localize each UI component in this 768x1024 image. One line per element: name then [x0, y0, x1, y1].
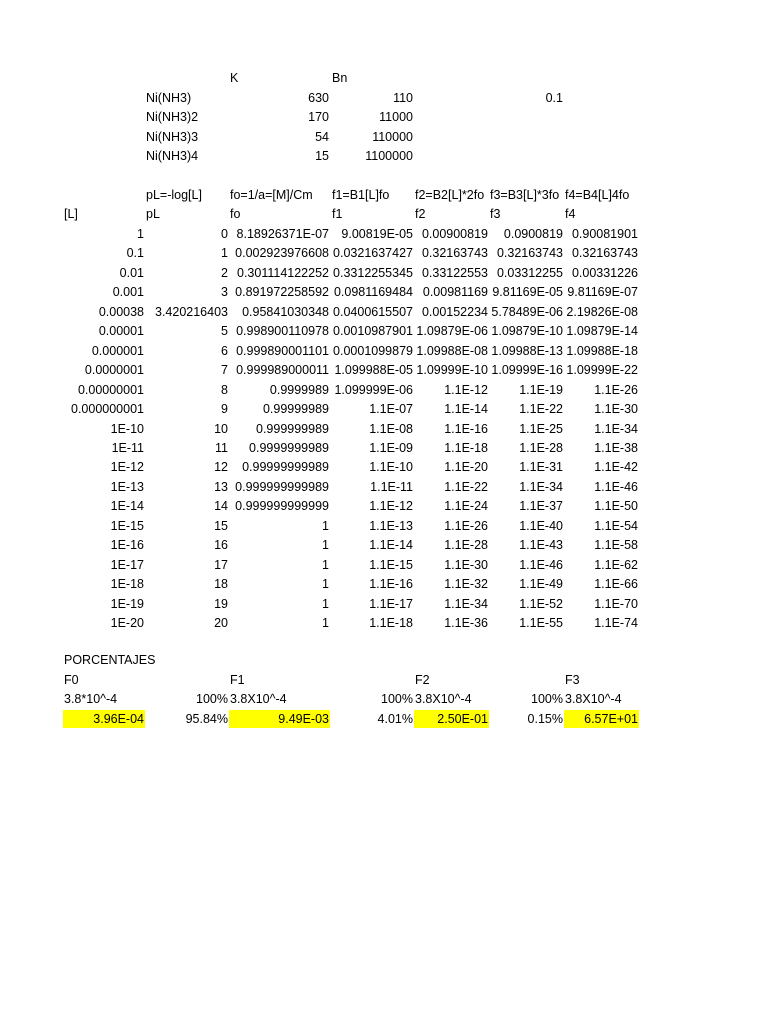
- cell-l: 1E-17: [110, 558, 144, 572]
- cell-fo: 0.99999989: [262, 402, 329, 416]
- cell-f3: 5.78489E-06: [491, 305, 563, 319]
- cell-pl: 13: [214, 480, 228, 494]
- f2-result-highlighted: 2.50E-01: [414, 710, 489, 728]
- f2-percent: 100%: [381, 692, 413, 706]
- f1-percent: 100%: [196, 692, 228, 706]
- cell-f1: 9.00819E-05: [341, 227, 413, 241]
- cell-fo: 1: [322, 597, 329, 611]
- cell-l: 0.00000001: [77, 383, 144, 397]
- cell-f4: 1.1E-42: [594, 460, 638, 474]
- cell-pl: 9: [221, 402, 228, 416]
- cell-l: 1: [137, 227, 144, 241]
- col-header-f1: f1: [332, 207, 343, 221]
- k-value: 54: [315, 130, 329, 144]
- cell-f4: 0.32163743: [571, 246, 638, 260]
- cell-f4: 1.1E-74: [594, 616, 638, 630]
- species-label: Ni(NH3): [146, 91, 192, 105]
- col-header-f4: f4: [565, 207, 576, 221]
- cell-pl: 3: [221, 285, 228, 299]
- cell-l: 1E-15: [110, 519, 144, 533]
- cell-f2: 0.00981169: [422, 285, 488, 299]
- cell-f3: 0.32163743: [496, 246, 563, 260]
- cell-pl: 7: [221, 363, 228, 377]
- header-bn: Bn: [332, 71, 348, 85]
- cell-f1: 0.3312255345: [333, 266, 413, 280]
- cell-f1: 1.1E-18: [369, 616, 413, 630]
- cell-pl: 11: [215, 441, 228, 455]
- cell-f4: 1.1E-26: [594, 383, 638, 397]
- cell-f1: 1.1E-12: [369, 499, 413, 513]
- cell-fo: 0.999999999989: [235, 480, 329, 494]
- cell-f3: 1.1E-37: [519, 499, 563, 513]
- f2-reference: 3.8X10^-4: [415, 692, 472, 706]
- cell-f2: 1.1E-12: [444, 383, 488, 397]
- cell-f1: 0.0001099879: [333, 344, 413, 358]
- cell-f1: 0.0981169484: [333, 285, 413, 299]
- f3-reference: 3.8X10^-4: [565, 692, 622, 706]
- cell-f1: 1.1E-08: [369, 422, 413, 436]
- cell-fo: 0.999989000011: [236, 363, 329, 377]
- percentages-title: PORCENTAJES: [64, 653, 156, 667]
- cell-fo: 1: [322, 577, 329, 591]
- cell-pl: 1: [221, 246, 228, 260]
- cell-f4: 1.1E-50: [594, 499, 638, 513]
- cell-f2: 1.09999E-10: [416, 363, 488, 377]
- cell-f3: 1.1E-40: [519, 519, 563, 533]
- cell-f1: 1.1E-07: [369, 402, 413, 416]
- cell-f4: 1.1E-66: [594, 577, 638, 591]
- species-label: Ni(NH3)3: [146, 130, 199, 144]
- cell-pl: 2: [221, 266, 228, 280]
- cell-l: 1E-18: [110, 577, 144, 591]
- cell-f2: 1.1E-20: [444, 460, 488, 474]
- f2-result-percent: 4.01%: [377, 712, 413, 726]
- cell-f2: 1.1E-14: [444, 402, 488, 416]
- cell-pl: 18: [214, 577, 228, 591]
- cell-f4: 2.19826E-08: [566, 305, 638, 319]
- cell-fo: 0.301114122252: [237, 266, 329, 280]
- cell-pl: 8: [221, 383, 228, 397]
- cell-f3: 1.1E-31: [519, 460, 563, 474]
- species-label: Ni(NH3)4: [146, 149, 199, 163]
- cell-fo: 0.9999989: [269, 383, 329, 397]
- cell-f3: 1.1E-19: [519, 383, 563, 397]
- cell-f2: 1.09988E-08: [416, 344, 488, 358]
- cell-f4: 1.1E-58: [594, 538, 638, 552]
- cell-f1: 1.099999E-06: [334, 383, 413, 397]
- cell-f4: 1.1E-54: [594, 519, 638, 533]
- cell-fo: 0.9999999989: [249, 441, 329, 455]
- cell-f3: 1.1E-49: [519, 577, 563, 591]
- cell-fo: 0.99999999989: [242, 460, 329, 474]
- cell-fo: 0.002923976608: [235, 246, 329, 260]
- species-label: Ni(NH3)2: [146, 110, 199, 124]
- cell-l: 1E-10: [110, 422, 144, 436]
- cell-f2: 0.00900819: [421, 227, 488, 241]
- cell-f3: 1.1E-52: [519, 597, 563, 611]
- cell-f2: 0.32163743: [421, 246, 488, 260]
- f3-result-highlighted: 6.57E+01: [564, 710, 639, 728]
- cell-f2: 1.1E-16: [444, 422, 488, 436]
- formula-fo: fo=1/a=[M]/Cm: [230, 188, 313, 202]
- cell-f3: 1.1E-28: [519, 441, 563, 455]
- cell-f2: 1.1E-24: [444, 499, 488, 513]
- cell-pl: 17: [214, 558, 228, 572]
- formula-f2: f2=B2[L]*2fo: [415, 188, 485, 202]
- header-k: K: [230, 71, 239, 85]
- cell-f4: 0.00331226: [571, 266, 638, 280]
- cell-f2: 1.1E-22: [444, 480, 488, 494]
- label-f0: F0: [64, 673, 79, 687]
- cell-l: 0.000001: [91, 344, 144, 358]
- bn-value: 110000: [372, 130, 413, 144]
- cell-f1: 1.1E-17: [369, 597, 413, 611]
- cell-f4: 1.1E-34: [594, 422, 638, 436]
- cell-f3: 1.09999E-16: [491, 363, 563, 377]
- cell-fo: 0.891972258592: [235, 285, 329, 299]
- cell-fo: 0.998900110978: [236, 324, 329, 338]
- cell-f1: 1.1E-11: [370, 480, 413, 494]
- cell-f3: 1.1E-34: [519, 480, 563, 494]
- cell-pl: 12: [214, 460, 228, 474]
- col-header-fo: fo: [230, 207, 241, 221]
- cell-f4: 0.90081901: [571, 227, 638, 241]
- col-header-f2: f2: [415, 207, 426, 221]
- cell-l: 1E-12: [110, 460, 144, 474]
- cell-pl: 6: [221, 344, 228, 358]
- cell-pl: 20: [214, 616, 228, 630]
- cell-f4: 1.09988E-18: [566, 344, 638, 358]
- cell-fo: 1: [322, 616, 329, 630]
- f0-result-highlighted: 3.96E-04: [63, 710, 145, 728]
- formula-f4: f4=B4[L]4fo: [565, 188, 630, 202]
- cell-pl: 3.420216403: [155, 305, 228, 319]
- formula-f3: f3=B3[L]*3fo: [490, 188, 560, 202]
- cell-l: 0.000000001: [71, 402, 144, 416]
- cell-f1: 0.0010987901: [333, 324, 413, 338]
- cell-f2: 0.00152234: [421, 305, 488, 319]
- cell-f4: 1.1E-70: [594, 597, 638, 611]
- cell-fo: 8.18926371E-07: [236, 227, 329, 241]
- cell-fo: 0.999999989: [256, 422, 329, 436]
- cell-f1: 1.1E-13: [369, 519, 413, 533]
- cell-f2: 0.33122553: [421, 266, 488, 280]
- cell-f1: 1.1E-15: [369, 558, 413, 572]
- cell-l: 1E-16: [110, 538, 144, 552]
- cell-f2: 1.09879E-06: [416, 324, 488, 338]
- f1-reference: 3.8X10^-4: [230, 692, 287, 706]
- cell-fo: 0.999999999999: [235, 499, 329, 513]
- formula-pl: pL=-log[L]: [146, 188, 202, 202]
- cell-f1: 0.0321637427: [333, 246, 413, 260]
- cell-f4: 9.81169E-07: [567, 285, 638, 299]
- label-f3: F3: [565, 673, 580, 687]
- label-f2: F2: [415, 673, 430, 687]
- cell-l: 1E-13: [110, 480, 144, 494]
- cell-f4: 1.1E-46: [594, 480, 638, 494]
- cell-f3: 1.1E-25: [519, 422, 563, 436]
- cell-f3: 0.03312255: [496, 266, 563, 280]
- cell-l: 0.1: [126, 246, 144, 260]
- cell-pl: 16: [214, 538, 228, 552]
- cell-l: 0.0000001: [84, 363, 144, 377]
- cell-pl: 10: [214, 422, 228, 436]
- cell-f1: 1.1E-09: [369, 441, 413, 455]
- cell-fo: 0.95841030348: [242, 305, 329, 319]
- cell-fo: 1: [322, 538, 329, 552]
- cell-pl: 15: [214, 519, 228, 533]
- cell-l: 1E-19: [110, 597, 144, 611]
- cell-f2: 1.1E-36: [444, 616, 488, 630]
- cell-f2: 1.1E-18: [444, 441, 488, 455]
- cell-pl: 14: [214, 499, 228, 513]
- cell-f4: 1.09879E-14: [566, 324, 638, 338]
- f1-result-highlighted: 9.49E-03: [229, 710, 330, 728]
- bn-value: 110: [393, 91, 413, 105]
- cell-fo: 1: [322, 519, 329, 533]
- cell-f3: 1.09988E-13: [491, 344, 563, 358]
- cell-f1: 1.099988E-05: [334, 363, 413, 377]
- extra-value: 0.1: [545, 91, 563, 105]
- cell-f1: 1.1E-16: [369, 577, 413, 591]
- cell-f1: 1.1E-14: [369, 538, 413, 552]
- cell-f3: 1.1E-55: [519, 616, 563, 630]
- cell-l: 1E-20: [110, 616, 144, 630]
- cell-l: 1E-11: [111, 441, 144, 455]
- cell-pl: 5: [221, 324, 228, 338]
- cell-f4: 1.1E-30: [594, 402, 638, 416]
- cell-l: 0.00038: [98, 305, 144, 319]
- f3-result-percent: 0.15%: [527, 712, 563, 726]
- cell-f2: 1.1E-28: [444, 538, 488, 552]
- f0-reference: 3.8*10^-4: [64, 692, 118, 706]
- cell-l: 0.01: [119, 266, 144, 280]
- cell-l: 1E-14: [110, 499, 144, 513]
- cell-f3: 1.1E-22: [519, 402, 563, 416]
- cell-f2: 1.1E-34: [444, 597, 488, 611]
- cell-f1: 0.0400615507: [333, 305, 413, 319]
- cell-f3: 1.09879E-10: [491, 324, 563, 338]
- label-f1: F1: [230, 673, 245, 687]
- k-value: 630: [308, 91, 329, 105]
- cell-f2: 1.1E-32: [444, 577, 488, 591]
- cell-f3: 1.1E-43: [519, 538, 563, 552]
- cell-l: 0.00001: [98, 324, 144, 338]
- cell-f3: 0.0900819: [503, 227, 563, 241]
- f3-percent: 100%: [531, 692, 563, 706]
- cell-f4: 1.1E-38: [594, 441, 638, 455]
- col-header-f3: f3: [490, 207, 501, 221]
- cell-f1: 1.1E-10: [369, 460, 413, 474]
- cell-fo: 0.999890001101: [236, 344, 329, 358]
- cell-f3: 9.81169E-05: [492, 285, 563, 299]
- k-value: 15: [315, 149, 329, 163]
- f1-result-percent: 95.84%: [185, 712, 228, 726]
- col-header-l: [L]: [64, 207, 78, 221]
- cell-f3: 1.1E-46: [519, 558, 563, 572]
- cell-f4: 1.09999E-22: [566, 363, 638, 377]
- cell-f2: 1.1E-26: [444, 519, 488, 533]
- bn-value: 11000: [379, 110, 413, 124]
- k-value: 170: [308, 110, 329, 124]
- col-header-pl: pL: [146, 207, 160, 221]
- cell-pl: 19: [214, 597, 228, 611]
- formula-f1: f1=B1[L]fo: [332, 188, 390, 202]
- cell-f2: 1.1E-30: [444, 558, 488, 572]
- cell-pl: 0: [221, 227, 228, 241]
- cell-fo: 1: [322, 558, 329, 572]
- cell-l: 0.001: [112, 285, 144, 299]
- cell-f4: 1.1E-62: [594, 558, 638, 572]
- bn-value: 1100000: [365, 149, 413, 163]
